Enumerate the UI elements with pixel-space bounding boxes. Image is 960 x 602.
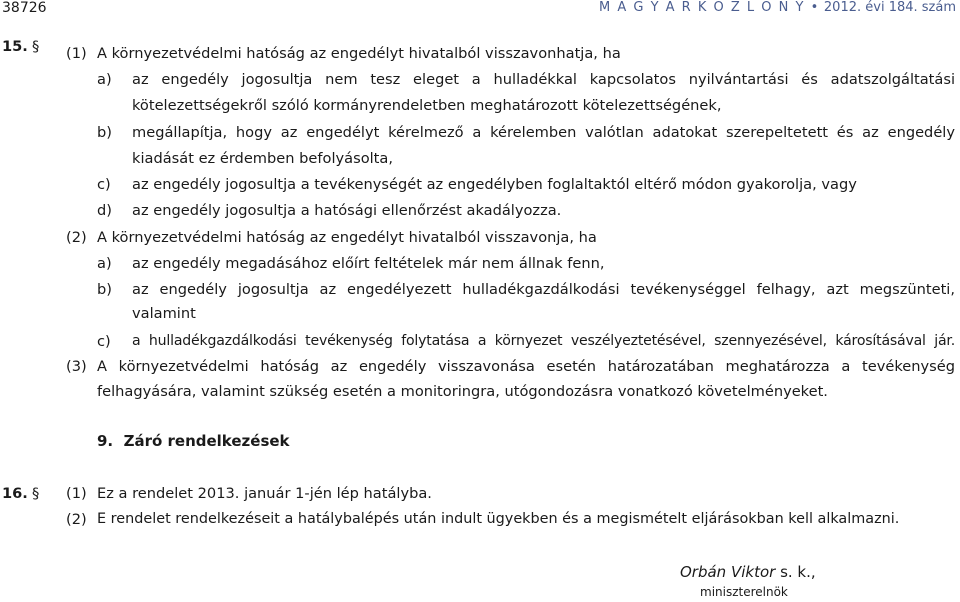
- s15-p2c-text: a hulladékgazdálkodási tevékenység folytatása a környezet veszélyeztetésével, szennyezésével, károsításával jár.: [132, 333, 955, 349]
- chapter-9-title: 9. Záró rendelkezések: [97, 432, 290, 450]
- s15-p2b-line2: valamint: [132, 305, 196, 322]
- publication-name: M A G Y A R K Ö Z L Ö N Y: [599, 0, 805, 15]
- s15-p1-label: (1): [66, 45, 87, 62]
- s15-c-text: az engedély jogosultja a tevékenységét az engedélyben foglaltaktól eltérő módon gyakorolja, vagy: [132, 176, 857, 193]
- s15-a-line1: az engedély jogosultja nem tesz eleget a hulladékkal kapcsolatos nyilvántartási és adatszolgáltatási: [132, 71, 955, 88]
- s16-p1-label: (1): [66, 485, 87, 502]
- s16-p2-text: E rendelet rendelkezéseit a hatálybalépés után indult ügyekben és a megismételt eljárásokban kell alkalmazni.: [97, 511, 900, 527]
- section-15-number: 15.: [2, 38, 28, 55]
- s15-d-text: az engedély jogosultja a hatósági ellenőrzést akadályozza.: [132, 202, 562, 219]
- s15-p2b-label: b): [97, 281, 112, 298]
- s15-p2-label: (2): [66, 229, 87, 246]
- section-16-number: 16.: [2, 485, 28, 502]
- s15-b-label: b): [97, 124, 112, 141]
- s15-b-line2: kiadását ez érdemben befolyásolta,: [132, 150, 393, 167]
- s15-p3-line2: felhagyására, valamint szükség esetén a monitoringra, utógondozásra vonatkozó követelményeket.: [97, 383, 828, 400]
- s16-p2-label: (2): [66, 511, 87, 528]
- s15-a-label: a): [97, 71, 112, 88]
- section-15-sign: §: [32, 38, 40, 55]
- s15-p3-label: (3): [66, 358, 87, 375]
- signature-block: [680, 563, 816, 581]
- masthead-bullet: •: [810, 0, 819, 15]
- s15-p2a-text: az engedély megadásához előírt feltételek már nem állnak fenn,: [132, 255, 605, 272]
- signatory-name: Orbán Viktor: [680, 563, 776, 581]
- issue-label: 2012. évi 184. szám: [823, 0, 956, 15]
- s15-a-line2: kötelezettségekről szóló kormányrendeletben meghatározott kötelezettségének,: [132, 97, 722, 114]
- s15-d-label: d): [97, 202, 112, 219]
- s15-c-label: c): [97, 176, 111, 193]
- page-header: [0, 0, 960, 24]
- s15-p2b-line1: az engedély jogosultja az engedélyezett hulladékgazdálkodási tevékenységgel felhagy, azt megszünteti,: [132, 281, 955, 298]
- page-number: 38726: [2, 0, 47, 16]
- s15-p2a-label: a): [97, 255, 112, 272]
- s15-p1-text: A környezetvédelmi hatóság az engedélyt hivatalból visszavonhatja, ha: [97, 45, 621, 62]
- section-16-sign: §: [32, 485, 40, 502]
- signatory-title: miniszterelnök: [700, 585, 788, 599]
- signatory-suffix: s. k.,: [775, 563, 816, 581]
- s15-p3-line1: A környezetvédelmi hatóság az engedély visszavonása esetén határozatában meghatározza a tevékenység: [97, 358, 955, 375]
- s15-p2-text: A környezetvédelmi hatóság az engedélyt hivatalból visszavonja, ha: [97, 229, 597, 246]
- s15-p2c-label: c): [97, 333, 111, 350]
- masthead: [599, 0, 956, 15]
- s16-p1-text: Ez a rendelet 2013. január 1-jén lép hatályba.: [97, 485, 432, 502]
- s15-b-line1: megállapítja, hogy az engedélyt kérelmező a kérelemben valótlan adatokat szerepeltetett és az engedély: [132, 124, 955, 141]
